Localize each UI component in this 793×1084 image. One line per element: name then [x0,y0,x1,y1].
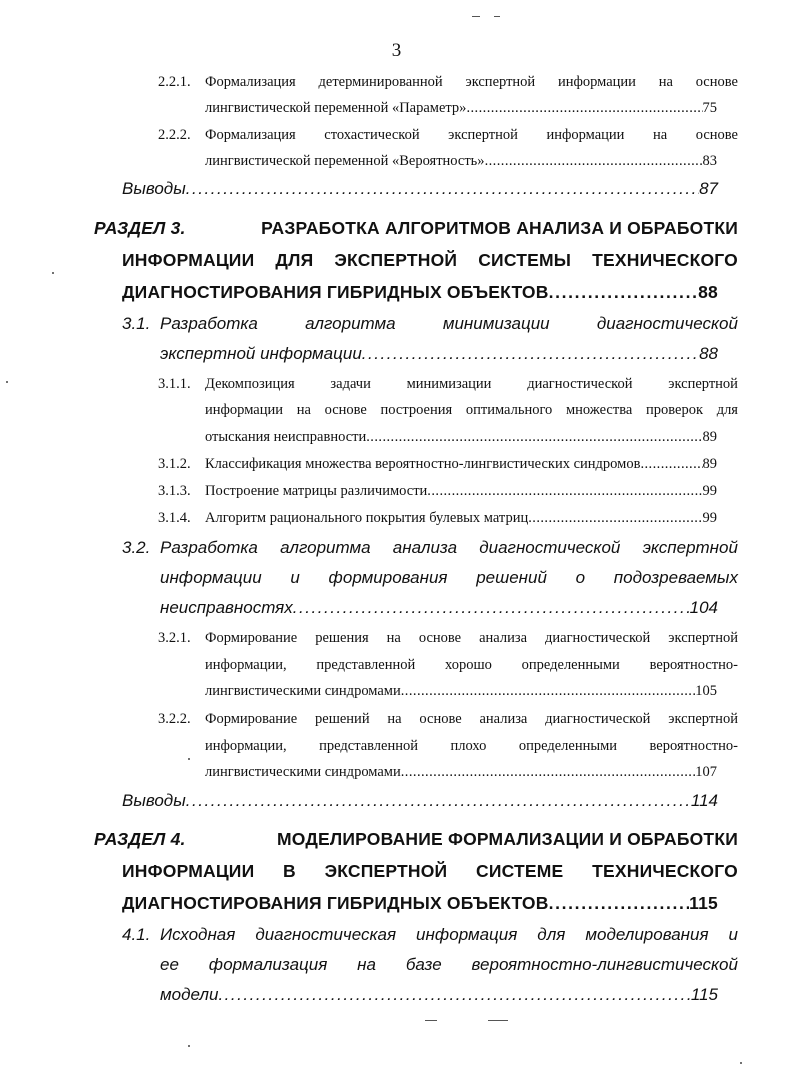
page-ref: 83 [702,153,717,169]
entry-title-line: отыскания неисправности . . . 89 [205,429,717,446]
entry-title-line: информации, представленной плохо определенными вероятностно- [205,738,738,754]
entry-title-line: информации, представленной хорошо определенными вероятностно- [205,657,738,673]
toc-entry-conclusions: Выводы . . . 87 [122,179,718,199]
entry-title-line: Построение матрицы различимости . . . 99 [205,483,717,500]
entry-title-line: лингвистической переменной «Параметр» . . . 75 [205,100,717,117]
page-ref: 75 [702,100,717,116]
page-ref: 89 [702,429,717,445]
section-number: 3.2. [122,538,151,557]
toc-entry-conclusions: Выводы . . . 114 [122,791,718,811]
entry-title-line: Декомпозиция задачи минимизации диагностической экспертной [205,376,738,392]
chapter-title-line: РАЗДЕЛ 3. РАЗРАБОТКА АЛГОРИТМОВ АНАЛИЗА И ОБРАБОТКИ [94,218,738,238]
entry-title-line: неисправностях . . . 104 [160,598,718,618]
page-ref: 107 [695,764,717,780]
entry-title-line: Разработка алгоритма анализа диагностической экспертной [160,538,738,557]
section-number: 3.1.4. [158,510,191,526]
chapter-title-line: ДИАГНОСТИРОВАНИЯ ГИБРИДНЫХ ОБЪЕКТОВ . . . 115 [122,893,718,914]
chapter-title-line: РАЗДЕЛ 4. МОДЕЛИРОВАНИЕ ФОРМАЛИЗАЦИИ И ОБРАБОТКИ [94,829,738,849]
entry-title-line: лингвистическими синдромами . . . 107 [205,764,717,781]
chapter-prefix: РАЗДЕЛ 3. [94,218,186,238]
entry-title-line: модели . . . 115 [160,985,718,1005]
page-ref: 114 [690,791,718,810]
entry-title-line: информации на основе построения оптимального множества проверок для [205,402,738,418]
entry-title-line: экспертной информации . . . 88 [160,344,718,364]
scan-speck [188,758,190,760]
page-ref: 87 [699,179,718,198]
scan-mark [425,1020,437,1021]
scan-mark [472,16,480,17]
page-ref: 89 [702,456,717,472]
chapter-title-line: ИНФОРМАЦИИ ДЛЯ ЭКСПЕРТНОЙ СИСТЕМЫ ТЕХНИЧЕСКОГО [122,250,738,270]
section-number: 3.2.1. [158,630,191,646]
page-ref: 115 [689,893,718,913]
entry-title-line: лингвистическими синдромами . . . 105 [205,683,717,700]
scan-speck [6,381,8,383]
entry-title-line: Классификация множества вероятностно-лингвистических синдромов . . . 89 [205,456,717,473]
page-ref: 88 [699,344,718,363]
page-ref: 99 [702,510,717,526]
page-ref: 105 [695,683,717,699]
entry-title-line: Формирование решений на основе анализа диагностической экспертной [205,711,738,727]
scan-mark [494,16,500,17]
scan-mark [488,1020,508,1021]
scan-speck [740,1062,742,1064]
scan-speck [188,1045,190,1047]
entry-title-line: лингвистической переменной «Вероятность» . . . 83 [205,153,717,170]
section-number: 2.2.2. [158,127,191,143]
entry-title-line: Алгоритм рационального покрытия булевых матриц . . . 99 [205,510,717,527]
entry-title-line: Исходная диагностическая информация для моделирования и [160,925,738,944]
page-ref: 88 [698,282,718,302]
page-ref: 104 [689,598,718,617]
section-number: 3.2.2. [158,711,191,727]
section-number: 3.1.1. [158,376,191,392]
section-number: 4.1. [122,925,151,944]
chapter-title-line: ИНФОРМАЦИИ В ЭКСПЕРТНОЙ СИСТЕМЕ ТЕХНИЧЕСКОГО [122,861,738,881]
entry-title-line: Формализация детерминированной экспертной информации на основе [205,74,738,90]
entry-title-line: Формализация стохастической экспертной информации на основе [205,127,738,143]
entry-title-line: Разработка алгоритма минимизации диагностической [160,314,738,333]
section-number: 3.1. [122,314,151,333]
page-number: 3 [391,40,402,61]
scan-speck [52,272,54,274]
section-number: 3.1.3. [158,483,191,499]
entry-title-line: Формирование решения на основе анализа диагностической экспертной [205,630,738,646]
chapter-prefix: РАЗДЕЛ 4. [94,829,186,849]
page-ref: 99 [702,483,717,499]
entry-title-line: информации и формирования решений о подозреваемых [160,568,738,587]
section-number: 2.2.1. [158,74,191,90]
entry-title-line: ее формализация на базе вероятностно-лингвистической [160,955,738,974]
chapter-title-line: ДИАГНОСТИРОВАНИЯ ГИБРИДНЫХ ОБЪЕКТОВ . . . 88 [122,282,718,303]
section-number: 3.1.2. [158,456,191,472]
page-ref: 115 [690,985,718,1004]
